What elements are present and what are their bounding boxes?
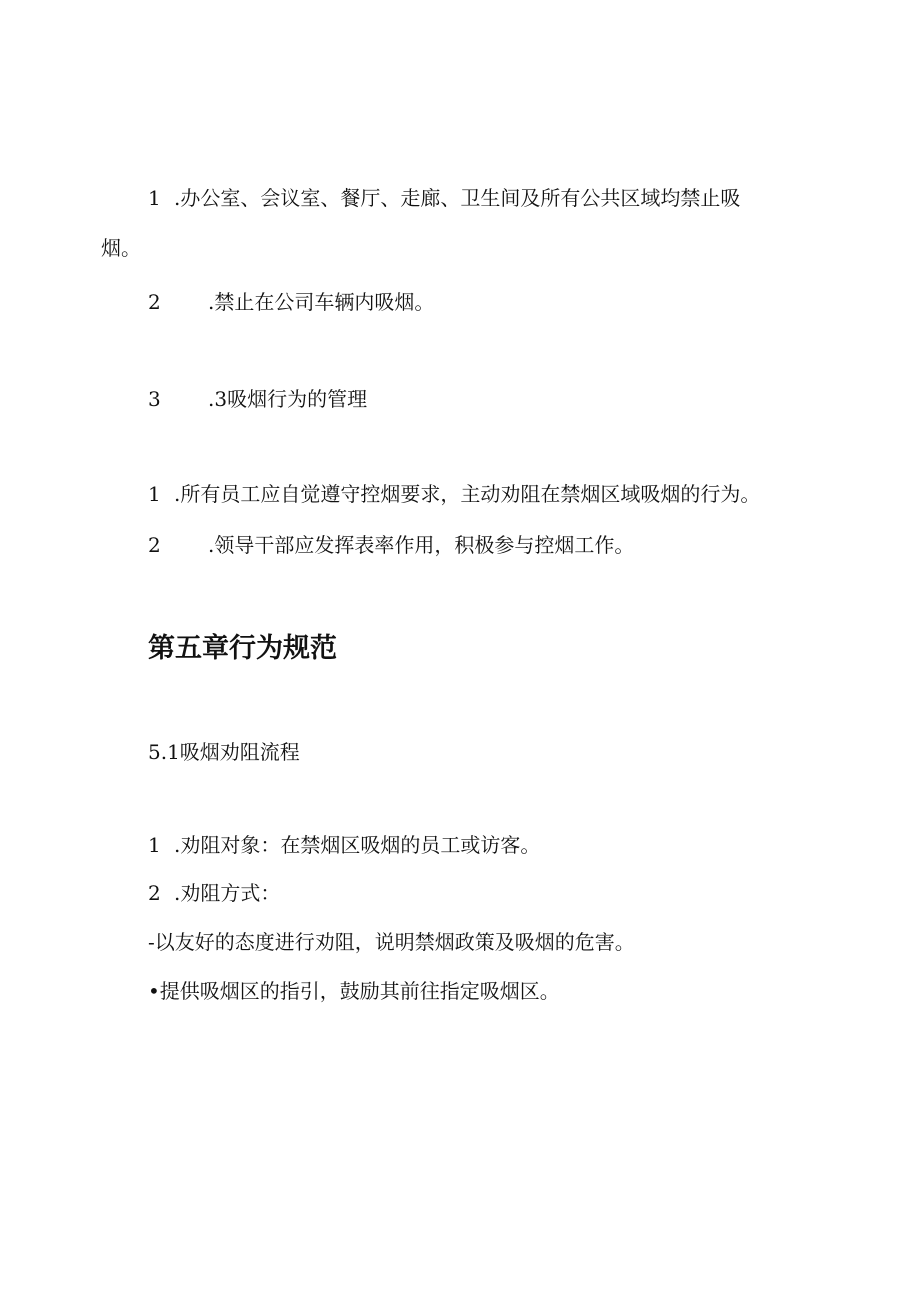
list-text: .劝阻对象：在禁烟区吸烟的员工或访客。 <box>174 833 541 857</box>
list-text: .所有员工应自觉遵守控烟要求，主动劝阻在禁烟区域吸烟的行为。 <box>174 482 761 506</box>
list-number: 1 <box>148 482 161 506</box>
list-number: 2 <box>148 533 161 557</box>
list-item <box>148 482 760 506</box>
list-text: .办公室、会议室、餐厅、走廊、卫生间及所有公共区域均禁止吸 <box>174 186 741 210</box>
list-item <box>148 290 434 314</box>
list-number: 3 <box>148 387 161 411</box>
list-item-continuation: 烟。 <box>101 236 141 260</box>
list-number: 1 <box>148 186 161 210</box>
list-number: 2 <box>148 881 161 905</box>
list-item <box>148 881 280 905</box>
list-item <box>148 533 634 557</box>
list-item <box>148 186 740 210</box>
list-text: .劝阻方式： <box>174 881 281 905</box>
list-item <box>148 387 367 411</box>
section-title: 5.1吸烟劝阻流程 <box>148 740 300 764</box>
list-item <box>148 833 540 857</box>
list-number: 2 <box>148 290 161 314</box>
bullet-item: •提供吸烟区的指引，鼓励其前往指定吸烟区。 <box>148 979 560 1003</box>
bullet-item: -以友好的态度进行劝阻，说明禁烟政策及吸烟的危害。 <box>148 930 635 954</box>
chapter-title: 第五章行为规范 <box>148 633 337 664</box>
list-text: .3吸烟行为的管理 <box>208 387 368 411</box>
list-text: .禁止在公司车辆内吸烟。 <box>208 290 435 314</box>
list-text: .领导干部应发挥表率作用，积极参与控烟工作。 <box>208 533 635 557</box>
list-number: 1 <box>148 833 161 857</box>
